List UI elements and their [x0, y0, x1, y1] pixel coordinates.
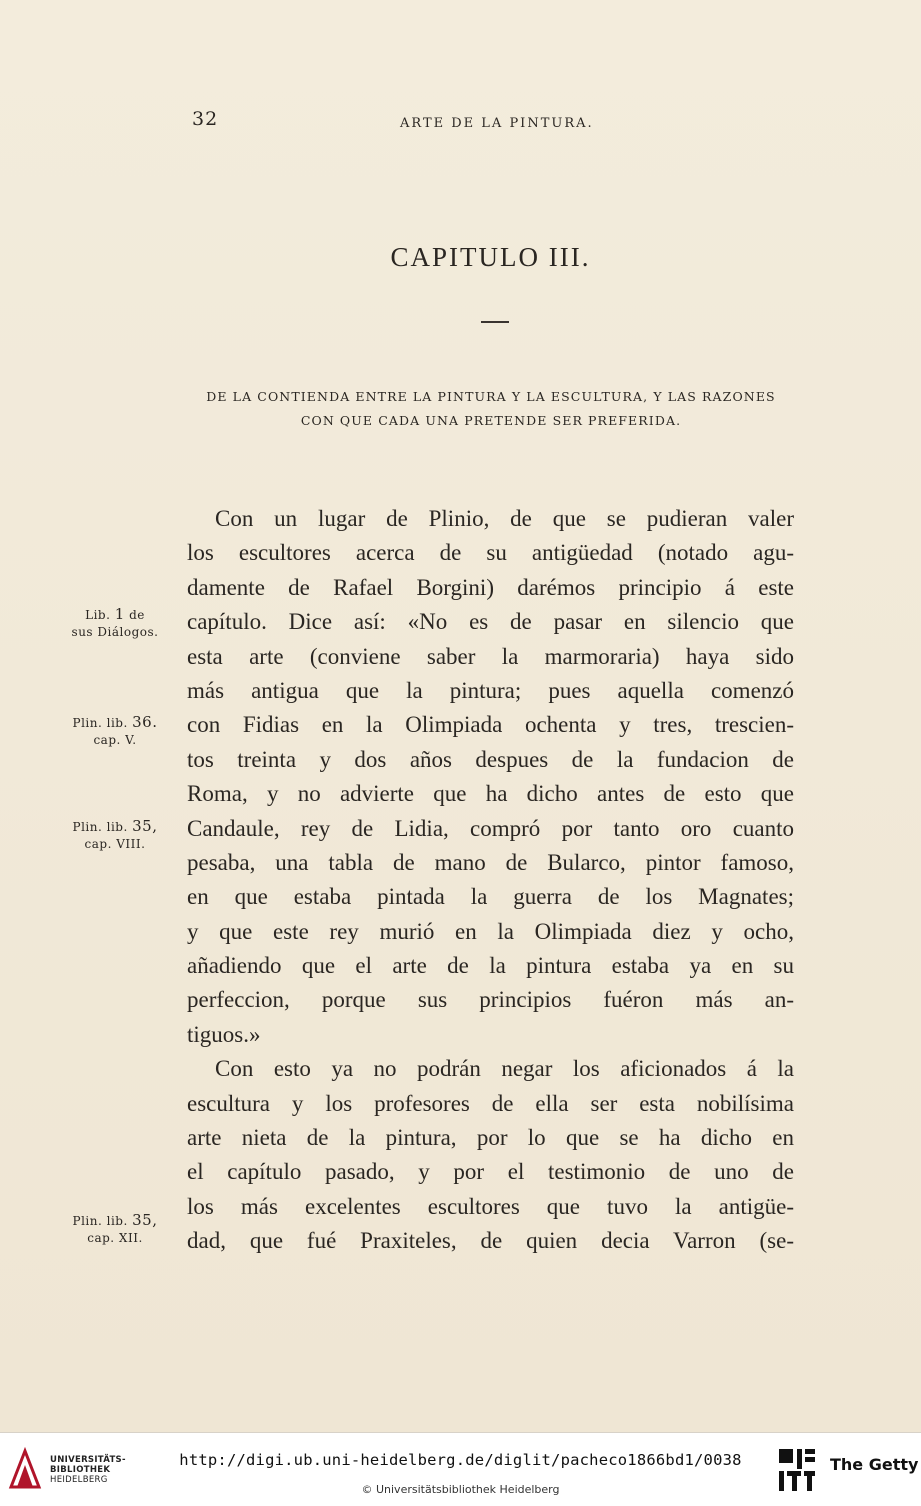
text-line: perfeccion, porque sus principios fuéron más an-: [187, 987, 794, 1013]
note-text: 35,: [132, 1211, 158, 1229]
margin-note: [50, 1212, 180, 1247]
text-line: los escultores acerca de su antigüedad (notado agu-: [187, 540, 794, 566]
library-name-line: HEIDELBERG: [50, 1475, 108, 1485]
body-text: [187, 502, 794, 1259]
chapter-title: CAPITULO III.: [390, 242, 591, 272]
permalink-url[interactable]: http://digi.ub.uni-heidelberg.de/diglit/pacheco1866bd1/0038: [179, 1451, 742, 1469]
text-line: dad, que fué Praxiteles, de quien decia Varron (se-: [187, 1228, 794, 1254]
library-name-line: BIBLIOTHEK: [50, 1465, 111, 1475]
note-text: Plin. lib.: [72, 1214, 128, 1228]
note-text: 35,: [132, 817, 158, 835]
note-text: Plin. lib.: [72, 716, 128, 730]
note-text: cap. XII.: [87, 1231, 143, 1245]
text-line: los más excelentes escultores que tuvo la antigüe-: [187, 1193, 794, 1219]
running-title: ARTE DE LA PINTURA.: [400, 116, 594, 131]
text-line: en que estaba pintada la guerra de los Magnates;: [187, 884, 794, 910]
text-line: capítulo. Dice así: «No es de pasar en silencio que: [187, 609, 794, 635]
viewer-footer: [0, 1432, 921, 1506]
copyright-notice: © Universitätsbibliothek Heidelberg: [361, 1483, 560, 1496]
text-line: añadiendo que el arte de la pintura estaba ya en su: [187, 953, 794, 979]
note-text: Plin. lib.: [72, 820, 128, 834]
text-line: pesaba, una tabla de mano de Bularco, pintor famoso,: [187, 849, 794, 875]
subtitle-line: DE LA CONTIENDA ENTRE LA PINTURA Y LA ESCULTURA, Y LAS RAZONES: [206, 389, 776, 404]
text-line: Roma, y no advierte que ha dicho antes de esto que: [187, 781, 794, 807]
text-line: esta arte (conviene saber la marmoraria) haya sido: [187, 643, 794, 669]
text-line: escultura y los profesores de ella ser esta nobilísima: [187, 1090, 794, 1116]
getty-name: The Getty: [830, 1455, 919, 1474]
margin-note: [50, 714, 180, 749]
library-name-line: UNIVERSITÄTS-: [50, 1455, 126, 1465]
margin-note: [50, 818, 180, 853]
text-line: el capítulo pasado, y por el testimonio de uno de: [187, 1159, 794, 1185]
text-line: Con un lugar de Plinio, de que se pudieran valer: [215, 506, 794, 531]
text-line: con Fidias en la Olimpiada ochenta y tres, trescien-: [187, 712, 794, 738]
note-text: 36.: [132, 713, 158, 731]
title-rule: [481, 321, 509, 323]
text-line: arte nieta de la pintura, por lo que se ha dicho en: [187, 1125, 794, 1151]
note-text: 1: [114, 605, 125, 623]
margin-note: [50, 606, 180, 641]
note-text: de: [129, 608, 145, 622]
text-line: más antigua que la pintura; pues aquella comenzó: [187, 677, 794, 703]
text-line: damente de Rafael Borgini) darémos principio á este: [187, 574, 794, 600]
text-line: y que este rey murió en la Olimpiada diez y ocho,: [187, 918, 794, 944]
note-text: cap. VIII.: [84, 837, 146, 851]
text-line: tiguos.»: [187, 1021, 261, 1047]
note-text: sus Diálogos.: [71, 625, 159, 639]
note-text: cap. V.: [93, 733, 137, 747]
text-line: Candaule, rey de Lidia, compró por tanto oro cuanto: [187, 815, 794, 841]
page-number: 32: [192, 108, 219, 130]
getty-logo-icon: [777, 1447, 817, 1493]
chapter-subtitle: [188, 385, 794, 433]
text-line: tos treinta y dos años despues de la fundacion de: [187, 746, 794, 772]
subtitle-line: CON QUE CADA UNA PRETENDE SER PREFERIDA.: [300, 413, 682, 428]
note-text: Lib.: [85, 608, 111, 622]
text-line: Con esto ya no podrán negar los aficionados á la: [215, 1056, 794, 1082]
